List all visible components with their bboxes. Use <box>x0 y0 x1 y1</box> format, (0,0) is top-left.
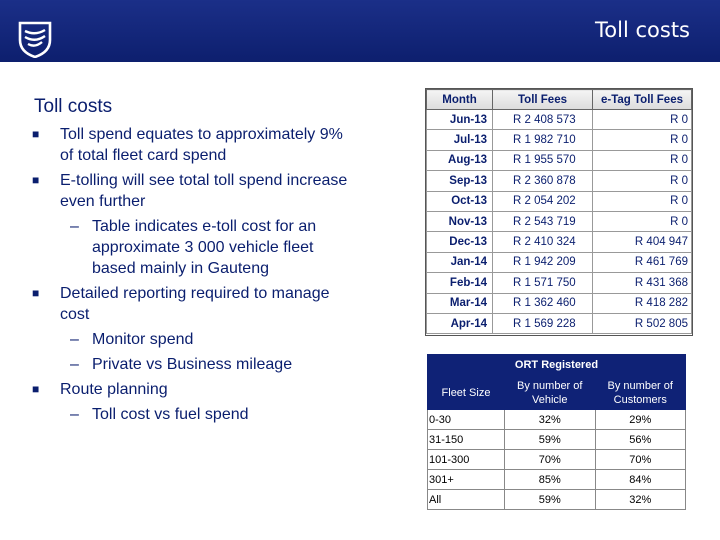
etag-fee-cell: R 0 <box>593 130 692 150</box>
table-header-row <box>428 376 686 410</box>
ort-registered-table <box>427 354 686 510</box>
square-bullet-icon: ■ <box>32 173 40 187</box>
bullet-text: E-tolling will see total toll spend increase <box>60 172 348 189</box>
etag-fee-cell: R 431 368 <box>593 273 692 293</box>
header-line: By number of <box>607 379 673 392</box>
table-header-row <box>428 355 686 376</box>
slide-title: Toll costs <box>34 96 113 117</box>
column-header-by-vehicle <box>505 376 596 410</box>
table-row <box>427 171 692 191</box>
sub-bullet-text: approximate 3 000 vehicle fleet <box>92 239 314 256</box>
month-cell: Sep-13 <box>427 171 493 191</box>
header-title: Toll costs <box>595 18 690 42</box>
sub-bullet-text: Toll cost vs fuel spend <box>92 406 249 423</box>
etag-fee-cell: R 418 282 <box>593 293 692 313</box>
toll-fee-cell: R 1 362 460 <box>493 293 593 313</box>
table-row <box>428 410 686 430</box>
month-cell: Jun-13 <box>427 110 493 130</box>
table-row <box>427 150 692 170</box>
toll-fee-cell: R 2 408 573 <box>493 110 593 130</box>
ort-registered-table-frame <box>427 354 686 510</box>
table-row <box>428 430 686 450</box>
column-header-etag-fees: e-Tag Toll Fees <box>593 90 692 110</box>
by-customers-cell: 29% <box>595 410 686 430</box>
fleet-size-cell: 101-300 <box>428 450 505 470</box>
column-header-fleet-size: Fleet Size <box>428 376 505 410</box>
toll-fee-cell: R 1 571 750 <box>493 273 593 293</box>
square-bullet-icon: ■ <box>32 382 40 396</box>
bullet-item <box>30 170 400 212</box>
square-bullet-icon: ■ <box>32 127 40 141</box>
fleet-size-cell: 301+ <box>428 470 505 490</box>
by-vehicle-cell: 32% <box>505 410 596 430</box>
toll-fee-cell: R 1 955 570 <box>493 150 593 170</box>
month-cell: Jan-14 <box>427 252 493 272</box>
sub-bullet-item <box>30 404 400 425</box>
toll-fee-cell: R 2 543 719 <box>493 211 593 231</box>
table-row <box>427 313 692 333</box>
column-header-toll-fees: Toll Fees <box>493 90 593 110</box>
month-cell: Aug-13 <box>427 150 493 170</box>
by-customers-cell: 84% <box>595 470 686 490</box>
month-cell: Mar-14 <box>427 293 493 313</box>
dash-bullet: – <box>70 406 79 423</box>
month-cell: Oct-13 <box>427 191 493 211</box>
by-vehicle-cell: 59% <box>505 430 596 450</box>
fleet-size-cell: All <box>428 490 505 510</box>
sub-bullet-item <box>30 354 400 375</box>
etag-fee-cell: R 461 769 <box>593 252 692 272</box>
etag-fee-cell: R 0 <box>593 110 692 130</box>
toll-fee-cell: R 2 054 202 <box>493 191 593 211</box>
month-cell: Jul-13 <box>427 130 493 150</box>
dash-bullet: – <box>70 331 79 348</box>
month-cell: Nov-13 <box>427 211 493 231</box>
header-bar <box>0 0 720 62</box>
ort-registered-header: ORT Registered <box>428 355 686 376</box>
table-row <box>427 110 692 130</box>
table-row <box>427 273 692 293</box>
by-vehicle-cell: 70% <box>505 450 596 470</box>
table-header-row <box>427 90 692 110</box>
bullet-text: of total fleet card spend <box>60 147 227 164</box>
table-row <box>428 490 686 510</box>
toll-fees-table-frame <box>425 88 693 336</box>
fleet-size-cell: 0-30 <box>428 410 505 430</box>
bullet-text: Route planning <box>60 381 168 398</box>
dash-bullet: – <box>70 218 79 235</box>
table-row <box>427 211 692 231</box>
month-cell: Feb-14 <box>427 273 493 293</box>
sub-bullet-text: Monitor spend <box>92 331 194 348</box>
header-line: Customers <box>613 393 667 406</box>
column-header-month: Month <box>427 90 493 110</box>
month-cell: Apr-14 <box>427 313 493 333</box>
bullet-text: even further <box>60 193 146 210</box>
header-line: By number of <box>517 379 583 392</box>
fleet-size-cell: 31-150 <box>428 430 505 450</box>
column-header-by-customers <box>595 376 686 410</box>
toll-fees-table <box>426 89 692 334</box>
by-vehicle-cell: 59% <box>505 490 596 510</box>
table-row <box>427 252 692 272</box>
bullet-text: Detailed reporting required to manage <box>60 285 330 302</box>
etag-fee-cell: R 404 947 <box>593 232 692 252</box>
toll-fee-cell: R 1 942 209 <box>493 252 593 272</box>
by-customers-cell: 32% <box>595 490 686 510</box>
toll-fee-cell: R 1 982 710 <box>493 130 593 150</box>
table-row <box>428 470 686 490</box>
bullet-item <box>30 379 400 400</box>
month-cell: Dec-13 <box>427 232 493 252</box>
bullet-item <box>30 124 400 166</box>
by-customers-cell: 70% <box>595 450 686 470</box>
sub-bullet-text: Private vs Business mileage <box>92 356 293 373</box>
dash-bullet: – <box>70 356 79 373</box>
table-row <box>427 130 692 150</box>
table-row <box>427 232 692 252</box>
etag-fee-cell: R 0 <box>593 171 692 191</box>
toll-fee-cell: R 2 360 878 <box>493 171 593 191</box>
header-line: Vehicle <box>532 393 568 406</box>
sub-bullet-item <box>30 216 400 279</box>
bank-shield-logo-icon <box>17 20 53 58</box>
bullet-text: Toll spend equates to approximately 9% <box>60 126 343 143</box>
etag-fee-cell: R 0 <box>593 191 692 211</box>
bullet-text: cost <box>60 306 90 323</box>
bullet-item <box>30 283 400 325</box>
sub-bullet-text: Table indicates e-toll cost for an <box>92 218 317 235</box>
bullet-list <box>30 124 400 429</box>
sub-bullet-item <box>30 329 400 350</box>
etag-fee-cell: R 0 <box>593 211 692 231</box>
table-row <box>427 293 692 313</box>
by-customers-cell: 56% <box>595 430 686 450</box>
sub-bullet-text: based mainly in Gauteng <box>92 260 269 277</box>
toll-fee-cell: R 2 410 324 <box>493 232 593 252</box>
by-vehicle-cell: 85% <box>505 470 596 490</box>
table-row <box>427 191 692 211</box>
table-row <box>428 450 686 470</box>
etag-fee-cell: R 502 805 <box>593 313 692 333</box>
toll-fee-cell: R 1 569 228 <box>493 313 593 333</box>
square-bullet-icon: ■ <box>32 286 40 300</box>
etag-fee-cell: R 0 <box>593 150 692 170</box>
